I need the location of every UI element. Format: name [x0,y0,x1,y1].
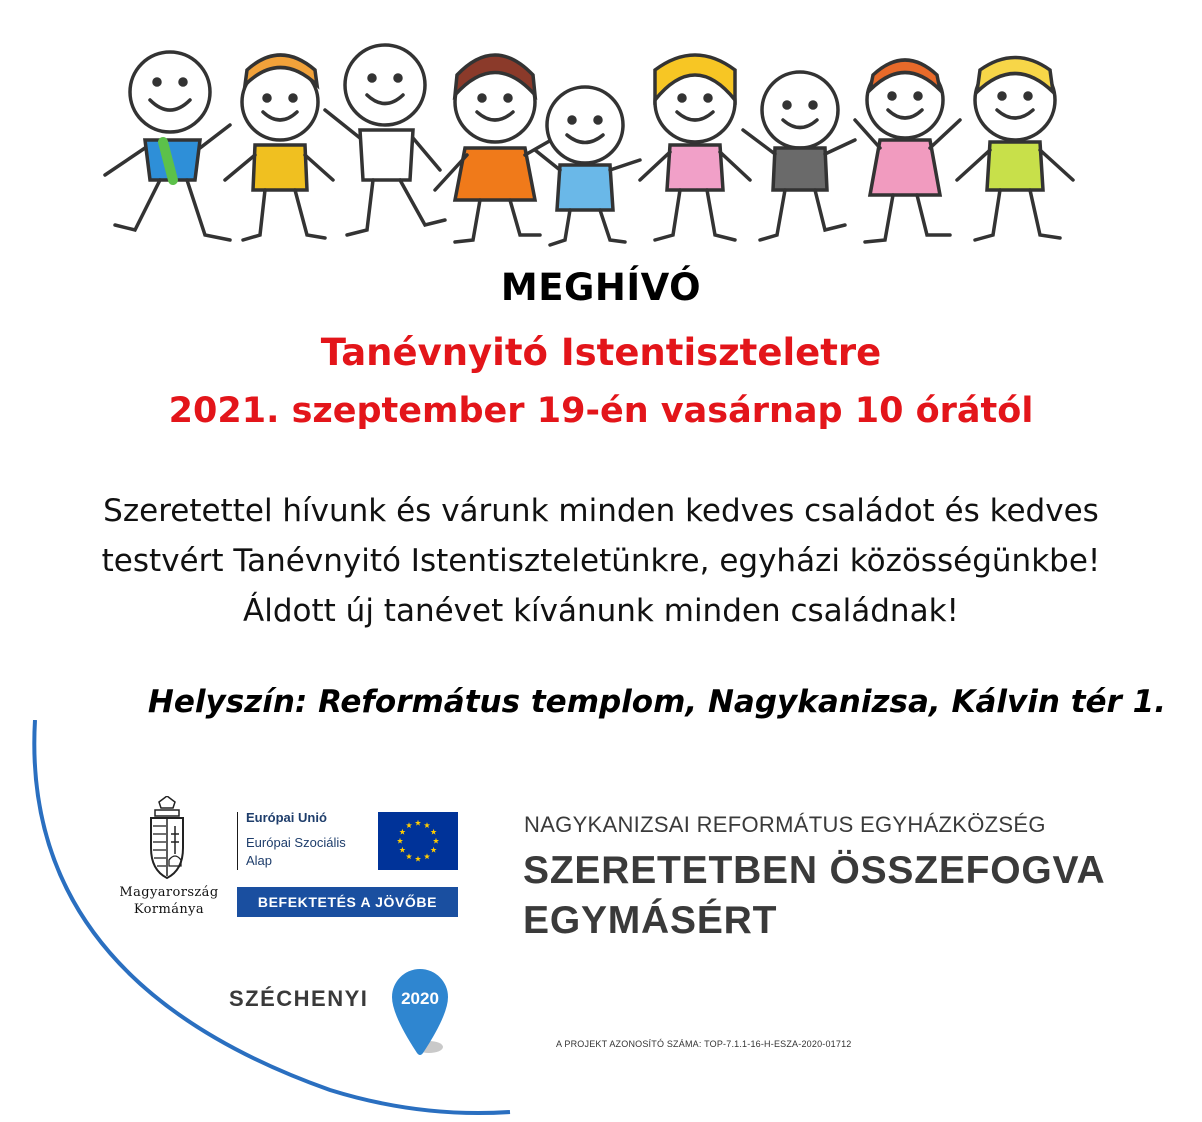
body-line: testvért Tanévnyitó Istentiszteletünkre, egyházi közösségünkbe! [101,543,1101,579]
decorative-arc [0,720,520,1122]
kid-figure [535,87,640,245]
coat-of-arms-icon [145,796,189,880]
szechenyi-pin-icon [389,967,451,1057]
eu-flag-icon [378,812,458,870]
szechenyi-wordmark: SZÉCHENYI [229,986,369,1011]
slogan-line: EGYMÁSÉRT [523,899,778,942]
kid-figure [105,52,230,240]
body-line: Áldott új tanévet kívánunk minden családnak! [243,593,959,629]
eu-slogan-banner: BEFEKTETÉS A JÖVŐBE [237,887,458,917]
eu-fund-line: Alap [246,853,273,868]
kid-figure [743,72,855,240]
kid-figure [640,55,750,240]
kid-figure [325,45,445,235]
szechenyi-year: 2020 [401,989,439,1008]
government-line: Magyarország [119,885,219,900]
project-slogan [523,846,1105,946]
invitation-title: MEGHÍVÓ [500,266,702,309]
kid-figure [225,55,333,240]
government-line: Kormánya [133,902,205,917]
eu-name: Európai Unió [246,810,327,825]
eu-fund [246,834,376,870]
project-id: A PROJEKT AZONOSÍTÓ SZÁMA: TOP-7.1.1-16-H-ESZA-2020-01712 [556,1039,852,1049]
eu-fund-line: Európai Szociális [246,835,346,850]
body-line: Szeretettel hívunk és várunk minden kedves családot és kedves [103,493,1099,529]
invitation-subtitle: Tanévnyitó Istentiszteletre [320,331,882,374]
kid-figure [435,55,560,242]
organization-name: NAGYKANIZSAI REFORMÁTUS EGYHÁZKÖZSÉG [524,812,1046,837]
kid-figure [957,58,1073,241]
government-label [108,884,230,918]
event-date: 2021. szeptember 19-én vasárnap 10 órától [168,391,1034,431]
invitation-body [0,486,1202,636]
kid-figure [855,60,960,242]
event-location: Helyszín: Református templom, Nagykanizsa, Kálvin tér 1. [147,684,1166,720]
slogan-line: SZERETETBEN ÖSSZEFOGVA [523,849,1106,892]
kids-illustration-icon [95,30,1105,255]
eu-divider [237,812,238,870]
